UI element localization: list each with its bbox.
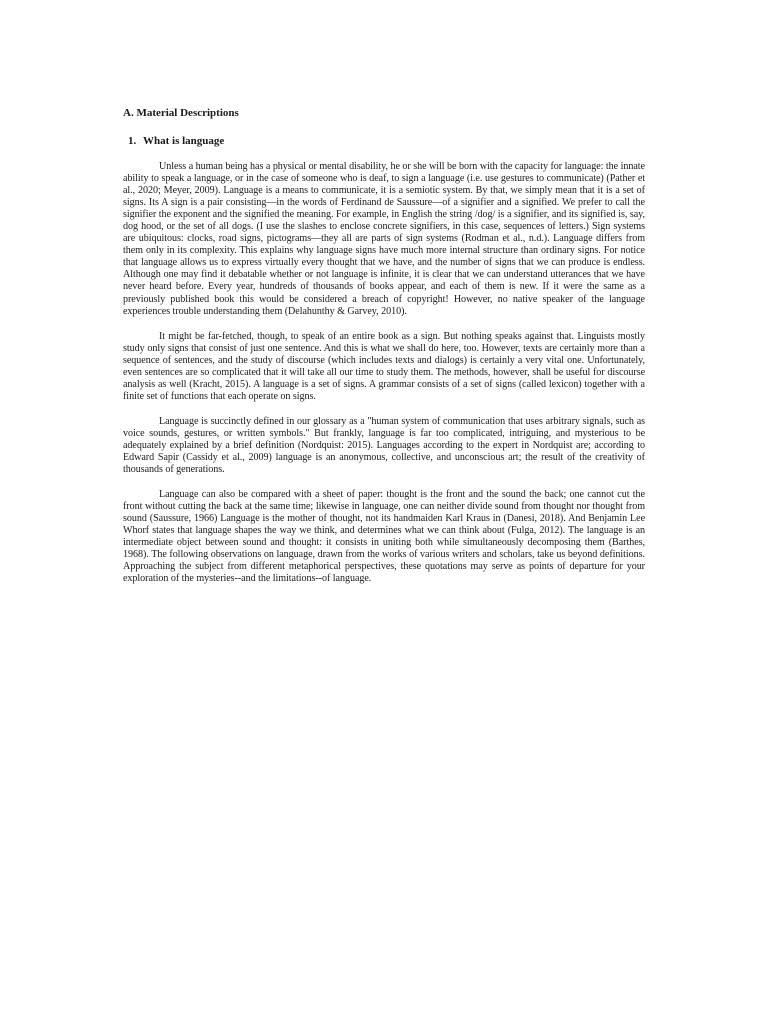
section-heading: A. Material Descriptions (123, 107, 239, 119)
paragraph-1: Unless a human being has a physical or mental disability, he or she will be born with the capacity for language: the innate ability to speak a language, or in the case of someone who is deaf, to sign a language (i.e. use gestures to communicate) (Pather et al., 2020; Meyer, 2009). Language is a means to communicate, it is a semiotic system. By that, we simply mean that it is a set of signs. Its A sign is a pair consisting—in the words of Ferdinand de Saussure—of a signifier and a signified. We prefer to call the signifier the exponent and the signified the meaning. For example, in English the string /dog/ is a signifier, and its signified is, say, dog hood, or the set of all dogs. (I use the slashes to enclose concrete signifiers, in this case, sequences of letters.) Sign systems are ubiquitous: clocks, road signs, pictograms—they all are parts of sign systems (Rodman et al., n.d.). Language differs from them only in its complexity. This explains why language signs have much more internal structure than ordinary signs. For notice that language allows us to express virtually every thought that we have, and the number of signs that we can produce is endless. Although one may find it debatable whether or not language is infinite, it is clear that we can understand utterances that we have never heard before. Every year, hundreds of thousands of books appear, and each of them is new. If it were the same as a previously published book this would be considered a breach of copyright! However, no native speaker of the language experiences trouble understanding them (Delahunthy & Garvey, 2010). (123, 161, 645, 317)
paragraph-4: Language can also be compared with a sheet of paper: thought is the front and the sound the back; one cannot cut the front without cutting the back at the same time; likewise in language, one can neither divide sound from thought nor thought from sound (Saussure, 1966) Language is the mother of thought, not its handmaiden Karl Kraus in (Danesi, 2018). And Benjamin Lee Whorf states that language shapes the way we think, and determines what we can think about (Fulga, 2012). The language is an intermediate object between sound and thought: it consists in uniting both while simultaneously decomposing them (Barthes, 1968). The following observations on language, drawn from the works of various writers and scholars, take us beyond definitions. Approaching the subject from different metaphorical perspectives, these quotations may serve as points of departure for your exploration of the mysteries--and the limitations--of language. (123, 489, 645, 585)
subsection-title: What is language (143, 135, 225, 147)
subsection-number: 1. (128, 135, 137, 147)
paragraph-2: It might be far-fetched, though, to speak of an entire book as a sign. But nothing speaks against that. Linguists mostly study only signs that consist of just one sentence. And this is what we shall do here, too. However, texts are certainly more than a sequence of sentences, and the study of discourse (which includes texts and dialogs) is certainly a very vital one. Unfortunately, even sentences are so complicated that it will take all our time to study them. The methods, however, shall be useful for discourse analysis as well (Kracht, 2015). A language is a set of signs. A grammar consists of a set of signs (called lexicon) together with a finite set of functions that each operate on signs. (123, 330, 645, 402)
subsection-heading (128, 134, 645, 148)
paragraph-3: Language is succinctly defined in our glossary as a "human system of communication that uses arbitrary signals, such as voice sounds, gestures, or written symbols." But frankly, language is far too complicated, intriguing, and mysterious to be adequately explained by a brief definition (Nordquist: 2015). Languages according to the expert in Nordquist are; according to Edward Sapir (Cassidy et al., 2009) language is an anonymous, collective, and unconscious art; the result of the creativity of thousands of generations. (123, 415, 645, 476)
document-page (123, 106, 645, 599)
